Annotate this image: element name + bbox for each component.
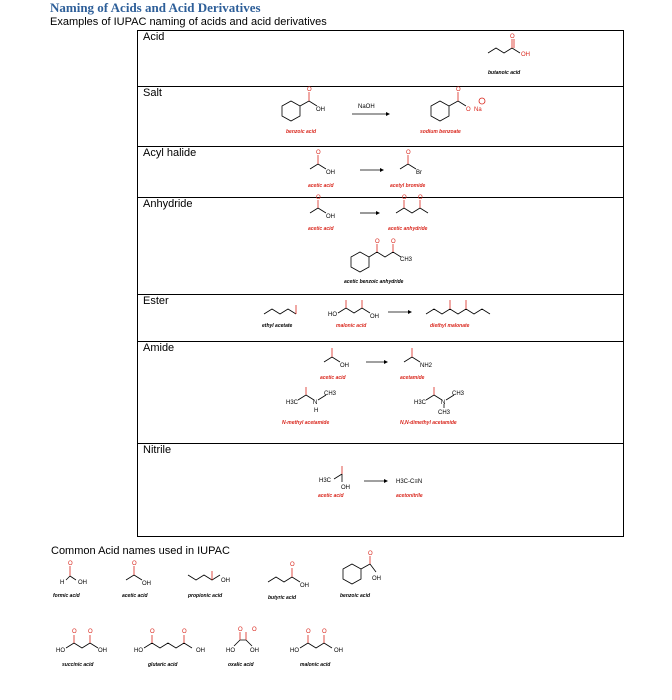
acetic-o: O — [132, 561, 137, 567]
acid-name-butanoic: butanoic acid — [488, 70, 521, 76]
oxalic-oh: OH — [250, 648, 259, 654]
nma-h3c: H3C — [286, 400, 299, 406]
malonic-o1: O — [306, 629, 311, 635]
formic-oh: OH — [78, 580, 87, 586]
salt-reagent: NaOH — [358, 104, 375, 110]
amide-reactant-name: acetic acid — [320, 375, 346, 381]
nnd-n: N — [441, 400, 446, 406]
nma-ch3: CH3 — [324, 391, 337, 397]
salt-reactant-o: O — [307, 87, 312, 93]
nitrile-reactant-h3c: H3C — [319, 478, 332, 484]
row-label-acyl-halide: Acyl halide — [143, 147, 197, 159]
salt-reactant-oh: OH — [316, 107, 325, 113]
amide-second-product-name: N,N-dimethyl acetamide — [400, 420, 457, 426]
nnd-h3c: H3C — [414, 400, 427, 406]
formic-acid-structure — [66, 566, 76, 580]
nnd-ch3-top: CH3 — [452, 391, 465, 397]
ester-first-name: ethyl acetate — [262, 323, 293, 329]
benzoic-anhydride-o2: O — [391, 239, 396, 245]
page-subtitle: Examples of IUPAC naming of acids and acid derivatives — [50, 16, 327, 28]
nma-h: H — [314, 408, 319, 414]
salt-reactant-name: benzoic acid — [286, 129, 317, 135]
nnd-ch3-bottom: CH3 — [438, 410, 451, 416]
amide-product-nh2: NH2 — [420, 363, 433, 369]
glutaric-acid-structure — [144, 635, 192, 648]
butyric-o: O — [290, 562, 295, 568]
row-label-anhydride: Anhydride — [143, 198, 193, 210]
acyl-reactant-name: acetic acid — [308, 183, 334, 189]
benzoic-anhydride-ch3: CH3 — [400, 257, 413, 263]
common-benzoic-o: O — [368, 551, 373, 557]
page-title: Naming of Acids and Acid Derivatives — [50, 0, 261, 15]
oxalic-ho: HO — [226, 648, 235, 654]
acid-o-atom: O — [510, 34, 515, 40]
glutaric-o2: O — [182, 629, 187, 635]
salt-product-o-minus: O — [466, 107, 471, 113]
malonic-o2: O — [322, 629, 327, 635]
oxalic-acid-structure — [234, 632, 252, 646]
propionic-acid-name: propionic acid — [188, 593, 223, 599]
malonic-oh: OH — [334, 648, 343, 654]
anhydride-product-o2: O — [418, 195, 423, 201]
glutaric-o1: O — [150, 629, 155, 635]
row-label-salt: Salt — [143, 87, 162, 99]
malonic-ho: HO — [290, 648, 299, 654]
butyric-acid-structure — [268, 568, 300, 582]
acetic-acid-name: acetic acid — [122, 593, 148, 599]
acyl-product-name: acetyl bromide — [390, 183, 426, 189]
acyl-product-br: Br — [416, 170, 422, 176]
salt-product-o: O — [456, 87, 461, 93]
salt-product-name: sodium benzoate — [420, 129, 461, 135]
common-benzoic-oh: OH — [372, 576, 381, 582]
anhydride-product-name: acetic anhydride — [388, 226, 428, 232]
propionic-acid-structure — [188, 571, 220, 580]
formic-h: H — [60, 580, 65, 586]
amide-reactant-oh: OH — [340, 363, 349, 369]
anhydride-reactant-oh: OH — [326, 214, 335, 220]
succinic-oh: OH — [98, 648, 107, 654]
row-label-amide: Amide — [143, 342, 175, 354]
benzoic-acid-name: benzoic acid — [340, 593, 371, 599]
acyl-product-o: O — [406, 150, 411, 156]
nitrile-reactant-name: acetic acid — [318, 493, 344, 499]
butyric-oh: OH — [300, 583, 309, 589]
anhydride-reactant-o: O — [316, 195, 321, 201]
nitrile-reactant-oh: OH — [341, 485, 350, 491]
formic-o: O — [68, 561, 73, 567]
amide-second-reactant-name: N-methyl acetamide — [282, 420, 330, 426]
acetic-acid-structure — [126, 566, 142, 580]
anhydride-reactant-name: acetic acid — [308, 226, 334, 232]
benzoic-anhydride-o1: O — [375, 239, 380, 245]
nitrile-formula: H3C-C≡N — [396, 479, 423, 485]
ester-reactant-ho: HO — [328, 312, 337, 318]
acyl-reactant-o: O — [316, 150, 321, 156]
anhydride-second-product-name: acetic benzoic anhydride — [344, 279, 404, 285]
succinic-ho: HO — [56, 648, 65, 654]
glutaric-oh: OH — [196, 648, 205, 654]
oxalic-o1: O — [238, 627, 243, 633]
nma-n: N — [313, 400, 318, 406]
salt-product-na-plus: Na — [474, 107, 482, 113]
glutaric-ho: HO — [134, 648, 143, 654]
common-acids-title: Common Acid names used in IUPAC — [51, 545, 230, 557]
glutaric-acid-name: glutaric acid — [148, 662, 178, 668]
succinic-o2: O — [88, 629, 93, 635]
row-label-acid: Acid — [143, 31, 165, 43]
ester-reactant-name: malonic acid — [336, 323, 367, 329]
succinic-acid-name: succinic acid — [62, 662, 94, 668]
butyric-acid-name: butyric acid — [268, 595, 297, 601]
row-label-nitrile: Nitrile — [143, 444, 172, 456]
row-label-ester: Ester — [143, 295, 169, 307]
acid-oh-atom: OH — [521, 52, 530, 58]
amide-product-name: acetamide — [400, 375, 425, 381]
ester-product-name: diethyl malonate — [430, 323, 470, 329]
anhydride-product-o1: O — [402, 195, 407, 201]
oxalic-acid-name: oxalic acid — [228, 662, 254, 668]
acetic-oh: OH — [142, 581, 151, 587]
propionic-oh: OH — [221, 578, 230, 584]
acyl-reactant-oh: OH — [326, 170, 335, 176]
oxalic-o2: O — [252, 627, 257, 633]
nitrile-product-name: acetonitrile — [396, 493, 423, 499]
succinic-acid-structure — [66, 635, 98, 648]
succinic-o1: O — [72, 629, 77, 635]
common-malonic-acid-structure — [300, 635, 332, 648]
ester-reactant-oh: OH — [370, 314, 379, 320]
formic-acid-name: formic acid — [53, 593, 80, 599]
malonic-acid-name: malonic acid — [300, 662, 331, 668]
